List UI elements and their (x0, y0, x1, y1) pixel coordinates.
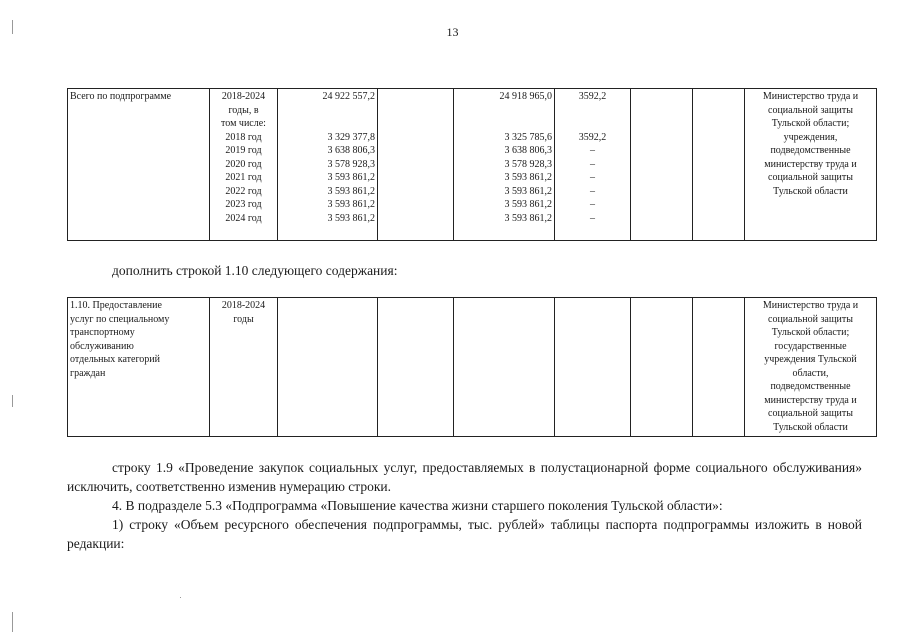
amount-line: 24 918 965,0 (499, 91, 552, 102)
empty-cell (378, 298, 454, 437)
executor-line: социальной защиты (768, 104, 853, 116)
period-line: 2023 год (225, 199, 262, 210)
empty-cell (555, 298, 631, 437)
amount-line: 3 578 928,3 (327, 158, 375, 170)
empty-cell (454, 298, 555, 437)
amount-line: 3 329 377,8 (327, 131, 375, 143)
executor-line: министерству труда и (764, 394, 857, 406)
executor-line: учреждения, (783, 131, 838, 143)
executor-line: Тульской области; (771, 327, 850, 338)
amount-line: 3 593 861,2 (504, 212, 552, 224)
amount-line: 3592,2 (578, 131, 607, 143)
empty-cell (631, 298, 693, 437)
amount-line (456, 117, 552, 131)
executor-line: области, (792, 367, 829, 379)
executor-line: государственные (774, 340, 847, 352)
amount-line: 3 593 861,2 (327, 212, 375, 224)
executor-line: министерству труда и (764, 158, 857, 170)
empty-cell (693, 298, 745, 437)
empty-cell (631, 89, 693, 241)
regional-budget-cell (454, 89, 555, 241)
name-line: услуг по специальному (70, 313, 170, 325)
amount-line: 3 638 806,3 (504, 145, 552, 156)
scan-speck (180, 597, 181, 598)
subprogram-total-table (67, 88, 877, 241)
amount-line (557, 117, 628, 131)
amount-line: 3 578 928,3 (504, 158, 552, 170)
amount-line: – (590, 212, 595, 224)
margin-mark (12, 612, 13, 632)
intro-paragraph: дополнить строкой 1.10 следующего содержания: (112, 263, 398, 278)
name-line: граждан (70, 367, 106, 379)
executor-line: Тульской области (773, 185, 848, 197)
executor-line: учреждения Тульской (764, 354, 857, 365)
amount-line: – (590, 172, 595, 183)
table-row (68, 89, 877, 241)
name-line: транспортному (70, 327, 135, 338)
amount-line: 3 593 861,2 (504, 185, 552, 197)
period-line: 2018-2024 (221, 300, 266, 311)
margin-mark (12, 20, 13, 34)
period-line: 2020 год (225, 158, 262, 170)
executor-line: социальной защиты (768, 172, 853, 183)
period-line: 2022 год (225, 185, 262, 197)
empty-cell (693, 89, 745, 241)
period-cell (210, 298, 278, 437)
executor-cell (745, 89, 877, 241)
amount-line: 3 638 806,3 (327, 145, 375, 156)
period-cell (210, 89, 278, 241)
paragraph-exclude-row: строку 1.9 «Проведение закупок социальных услуг, предоставляемых в полустационарной форме социального обслуживания» исключить, соответственно изменив нумерацию строки. (67, 460, 862, 494)
paragraph-new-edition: 1) строку «Объем ресурсного обеспечения подпрограммы, тыс. рублей» таблицы паспорта подпрограммы изложить в новой редакции: (67, 517, 862, 551)
period-line: годы (233, 313, 254, 325)
executor-line: Тульской области; (771, 118, 850, 129)
amount-line: 3 593 861,2 (327, 172, 375, 183)
margin-mark (12, 395, 13, 407)
empty-cell (378, 89, 454, 241)
amount-line (280, 117, 375, 131)
amount-line: 3592,2 (578, 91, 607, 102)
executor-cell (745, 298, 877, 437)
row-name: Всего по подпрограмме (70, 91, 172, 102)
amount-line: 3 593 861,2 (327, 185, 375, 197)
period-line: том числе: (221, 118, 266, 129)
amount-line: – (590, 145, 595, 156)
period-line: 2019 год (225, 145, 262, 156)
table-row (68, 298, 877, 437)
amount-line: – (590, 185, 595, 197)
row-1-10-table (67, 297, 877, 437)
executor-line: социальной защиты (768, 408, 853, 419)
period-line: 2024 год (225, 212, 262, 224)
executor-line: Министерство труда и (762, 91, 859, 102)
name-line: 1.10. Предоставление (70, 300, 162, 311)
executor-line: Министерство труда и (762, 300, 859, 311)
amount-line: 3 593 861,2 (504, 199, 552, 210)
federal-budget-cell (555, 89, 631, 241)
name-line: обслуживанию (70, 340, 134, 352)
amount-line (280, 104, 375, 118)
period-line: 2018 год (225, 131, 262, 143)
executor-line: подведомственные (770, 381, 851, 392)
amount-line: – (590, 158, 595, 170)
period-line: 2021 год (225, 172, 262, 183)
paragraph-subsection: 4. В подразделе 5.3 «Подпрограмма «Повышение качества жизни старшего поколения Тульской области»: (112, 498, 723, 513)
amount-line: 3 593 861,2 (504, 172, 552, 183)
amount-line: – (590, 199, 595, 210)
name-line: отдельных категорий (70, 354, 161, 365)
amount-line (456, 104, 552, 118)
period-line: 2018-2024 (221, 91, 266, 102)
period-line: годы, в (228, 104, 259, 116)
amount-line: 3 593 861,2 (327, 199, 375, 210)
row-name-cell (68, 89, 210, 241)
page-number: 13 (446, 25, 459, 39)
executor-line: социальной защиты (768, 313, 853, 325)
executor-line: подведомственные (770, 145, 851, 156)
amount-line (557, 104, 628, 118)
amount-line: 24 922 557,2 (322, 91, 375, 102)
executor-line: Тульской области (773, 421, 848, 433)
amount-line: 3 325 785,6 (504, 131, 552, 143)
row-name-cell (68, 298, 210, 437)
total-amount-cell (278, 89, 378, 241)
empty-cell (278, 298, 378, 437)
